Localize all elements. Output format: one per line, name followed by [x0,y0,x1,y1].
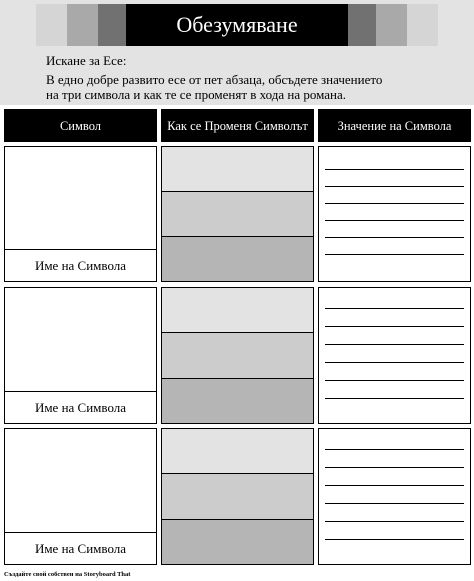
writing-line [325,237,464,238]
header-stripe [376,4,407,46]
symbol-name-label: Име на Символа [5,391,156,423]
symbol-drawing-cell[interactable] [4,146,157,282]
change-stage-3[interactable] [162,236,313,281]
symbol-name-label: Име на Символа [5,249,156,281]
symbol-change-cell[interactable] [161,428,314,565]
writing-line [325,485,464,486]
writing-line [325,203,464,204]
writing-line [325,254,464,255]
column-header-change: Как се Променя Символът [161,109,314,142]
change-stage-2[interactable] [162,191,313,236]
prompt-label: Искане за Есе: [46,53,127,68]
header-stripe [67,4,98,46]
symbol-drawing-cell[interactable] [4,287,157,424]
change-stage-3[interactable] [162,378,313,423]
writing-line [325,503,464,504]
symbol-change-cell[interactable] [161,146,314,282]
change-stage-3[interactable] [162,519,313,564]
writing-line [325,521,464,522]
writing-line [325,362,464,363]
writing-line [325,449,464,450]
change-stage-1[interactable] [162,288,313,332]
writing-line [325,326,464,327]
symbol-drawing-cell[interactable] [4,428,157,565]
prompt-text: В едно добре развито есе от пет абзаца, обсъдете значението на три символа и как те се променят в хода на романа. [46,72,383,102]
writing-line [325,467,464,468]
header-stripe [36,4,67,46]
symbol-change-cell[interactable] [161,287,314,424]
header-stripe [407,4,438,46]
column-header-symbol: Символ [4,109,157,142]
writing-line [325,220,464,221]
writing-line [325,169,464,170]
writing-line [325,539,464,540]
symbol-meaning-cell[interactable] [318,146,471,282]
worksheet-title: Обезумяване [126,4,348,46]
footer-credit: Създайте свой собствен на Storyboard That [4,571,131,578]
symbol-meaning-cell[interactable] [318,287,471,424]
change-stage-1[interactable] [162,429,313,473]
change-stage-2[interactable] [162,332,313,377]
header-stripe [98,4,129,46]
writing-line [325,398,464,399]
writing-line [325,186,464,187]
writing-line [325,344,464,345]
header-stripe [345,4,376,46]
writing-line [325,380,464,381]
column-header-meaning: Значение на Символа [318,109,471,142]
writing-line [325,308,464,309]
change-stage-1[interactable] [162,147,313,191]
change-stage-2[interactable] [162,473,313,518]
symbol-meaning-cell[interactable] [318,428,471,565]
symbol-name-label: Име на Символа [5,532,156,564]
